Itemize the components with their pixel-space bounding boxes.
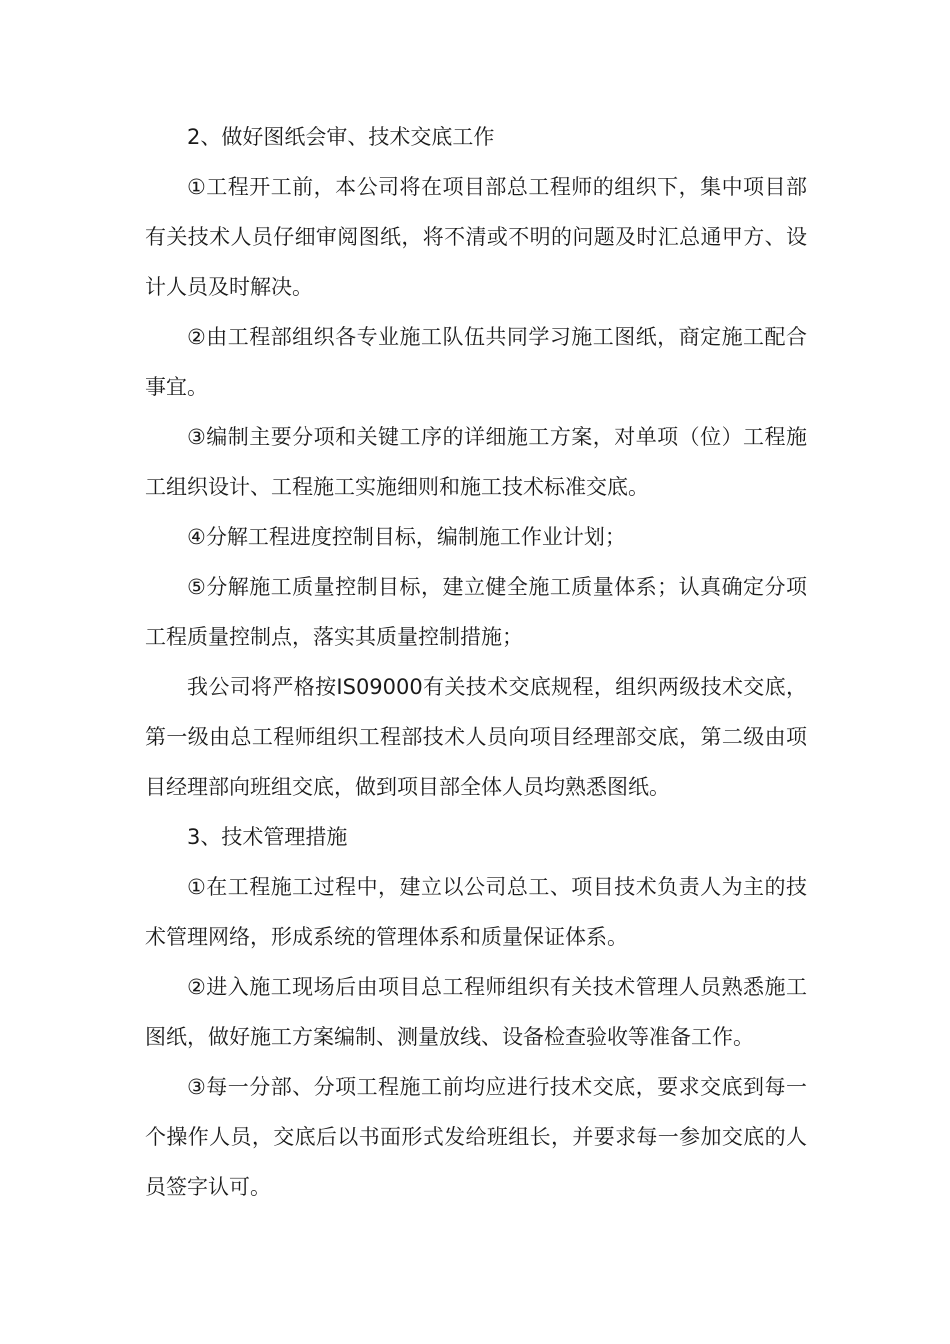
paragraph-item: ⑤分解施工质量控制目标，建立健全施工质量体系；认真确定分项工程质量控制点，落实其质量控制措施； [145, 575, 807, 649]
section-heading-technical-management: 3、技术管理措施 [187, 825, 348, 849]
paragraph-item: ②进入施工现场后由项目总工程师组织有关技术管理人员熟悉施工图纸，做好施工方案编制、测量放线、设备检查验收等准备工作。 [145, 975, 807, 1049]
paragraph-item: ②由工程部组织各专业施工队伍共同学习施工图纸，商定施工配合事宜。 [145, 325, 807, 399]
paragraph-item: ④分解工程进度控制目标，编制施工作业计划； [187, 525, 626, 549]
paragraph-item: 我公司将严格按IS09000有关技术交底规程，组织两级技术交底，第一级由总工程师组织工程部技术人员向项目经理部交底，第二级由项目经理部向班组交底，做到项目部全体人员均熟悉图纸。 [145, 675, 807, 799]
paragraph-item: ③每一分部、分项工程施工前均应进行技术交底，要求交底到每一个操作人员，交底后以书面形式发给班组长，并要求每一参加交底的人员签字认可。 [145, 1075, 807, 1199]
document-body [145, 112, 807, 1212]
paragraph-item: ③编制主要分项和关键工序的详细施工方案，对单项（位）工程施工组织设计、工程施工实施细则和施工技术标准交底。 [145, 425, 807, 499]
paragraph-item: ①工程开工前，本公司将在项目部总工程师的组织下，集中项目部有关技术人员仔细审阅图纸，将不清或不明的问题及时汇总通甲方、设计人员及时解决。 [145, 175, 807, 299]
paragraph-item: ①在工程施工过程中，建立以公司总工、项目技术负责人为主的技术管理网络，形成系统的管理体系和质量保证体系。 [145, 875, 807, 949]
section-heading-drawing-review: 2、做好图纸会审、技术交底工作 [187, 125, 495, 149]
